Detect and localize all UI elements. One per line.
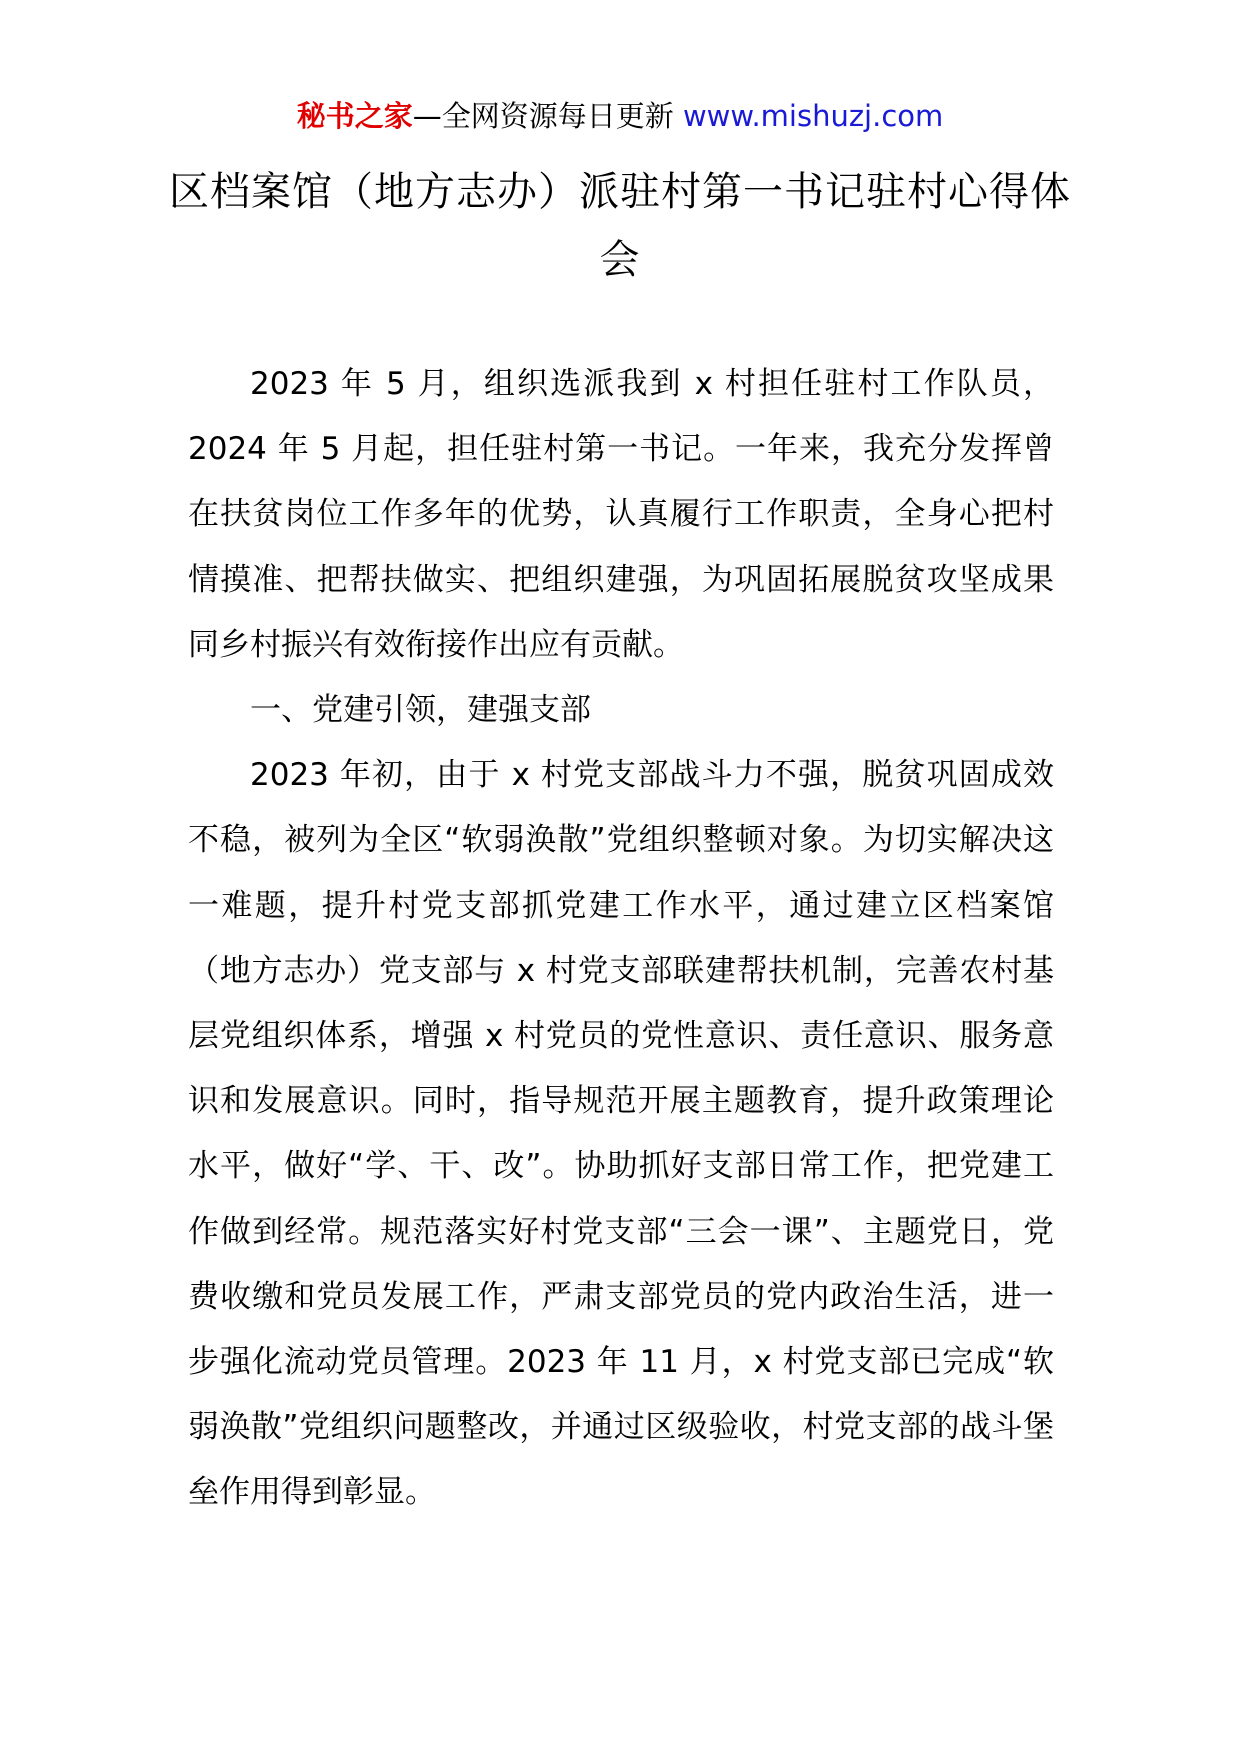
intro-paragraph: 2023 年 5 月，组织选派我到 x 村担任驻村工作队员，2024 年 5 月起，担任驻村第一书记。一年来，我充分发挥曾在扶贫岗位工作多年的优势，认真履行工作职责，全身心把村情摸准、把帮扶做实、把组织建强，为巩固拓展脱贫攻坚成果同乡村振兴有效衔接作出应有贡献。 (188, 366, 1054, 663)
brand-name: 秘书之家 (296, 99, 413, 133)
watermark-header (0, 96, 1240, 136)
site-link[interactable]: www.mishuzj.com (682, 99, 944, 133)
section-heading: 一、党建引领，建强支部 (250, 692, 591, 729)
document-title: 区档案馆（地方志办）派驻村第一书记驻村心得体会 (169, 169, 1071, 283)
section-paragraph: 2023 年初，由于 x 村党支部战斗力不强，脱贫巩固成效不稳，被列为全区“软弱涣散”党组织整顿对象。为切实解决这一难题，提升村党支部抓党建工作水平，通过建立区档案馆（地方志办）党支部与 x 村党支部联建帮扶机制，完善农村基层党组织体系，增强 x 村党员的党性意识、责任意识、服务意识和发展意识。同时，指导规范开展主题教育，提升政策理论水平，做好“学、干、改”。协助抓好支部日常工作，把党建工作做到经常。规范落实好村党支部“三会一课”、主题党日，党费收缴和党员发展工作，严肃支部党员的党内政治生活，进一步强化流动党员管理。2023 年 11 月，x 村党支部已完成“软弱涣散”党组织问题整改，并通过区级验收，村党支部的战斗堡垒作用得到彰显。 (188, 757, 1054, 1511)
header-tagline: —全网资源每日更新 (412, 99, 683, 133)
document-body (188, 352, 1054, 1526)
